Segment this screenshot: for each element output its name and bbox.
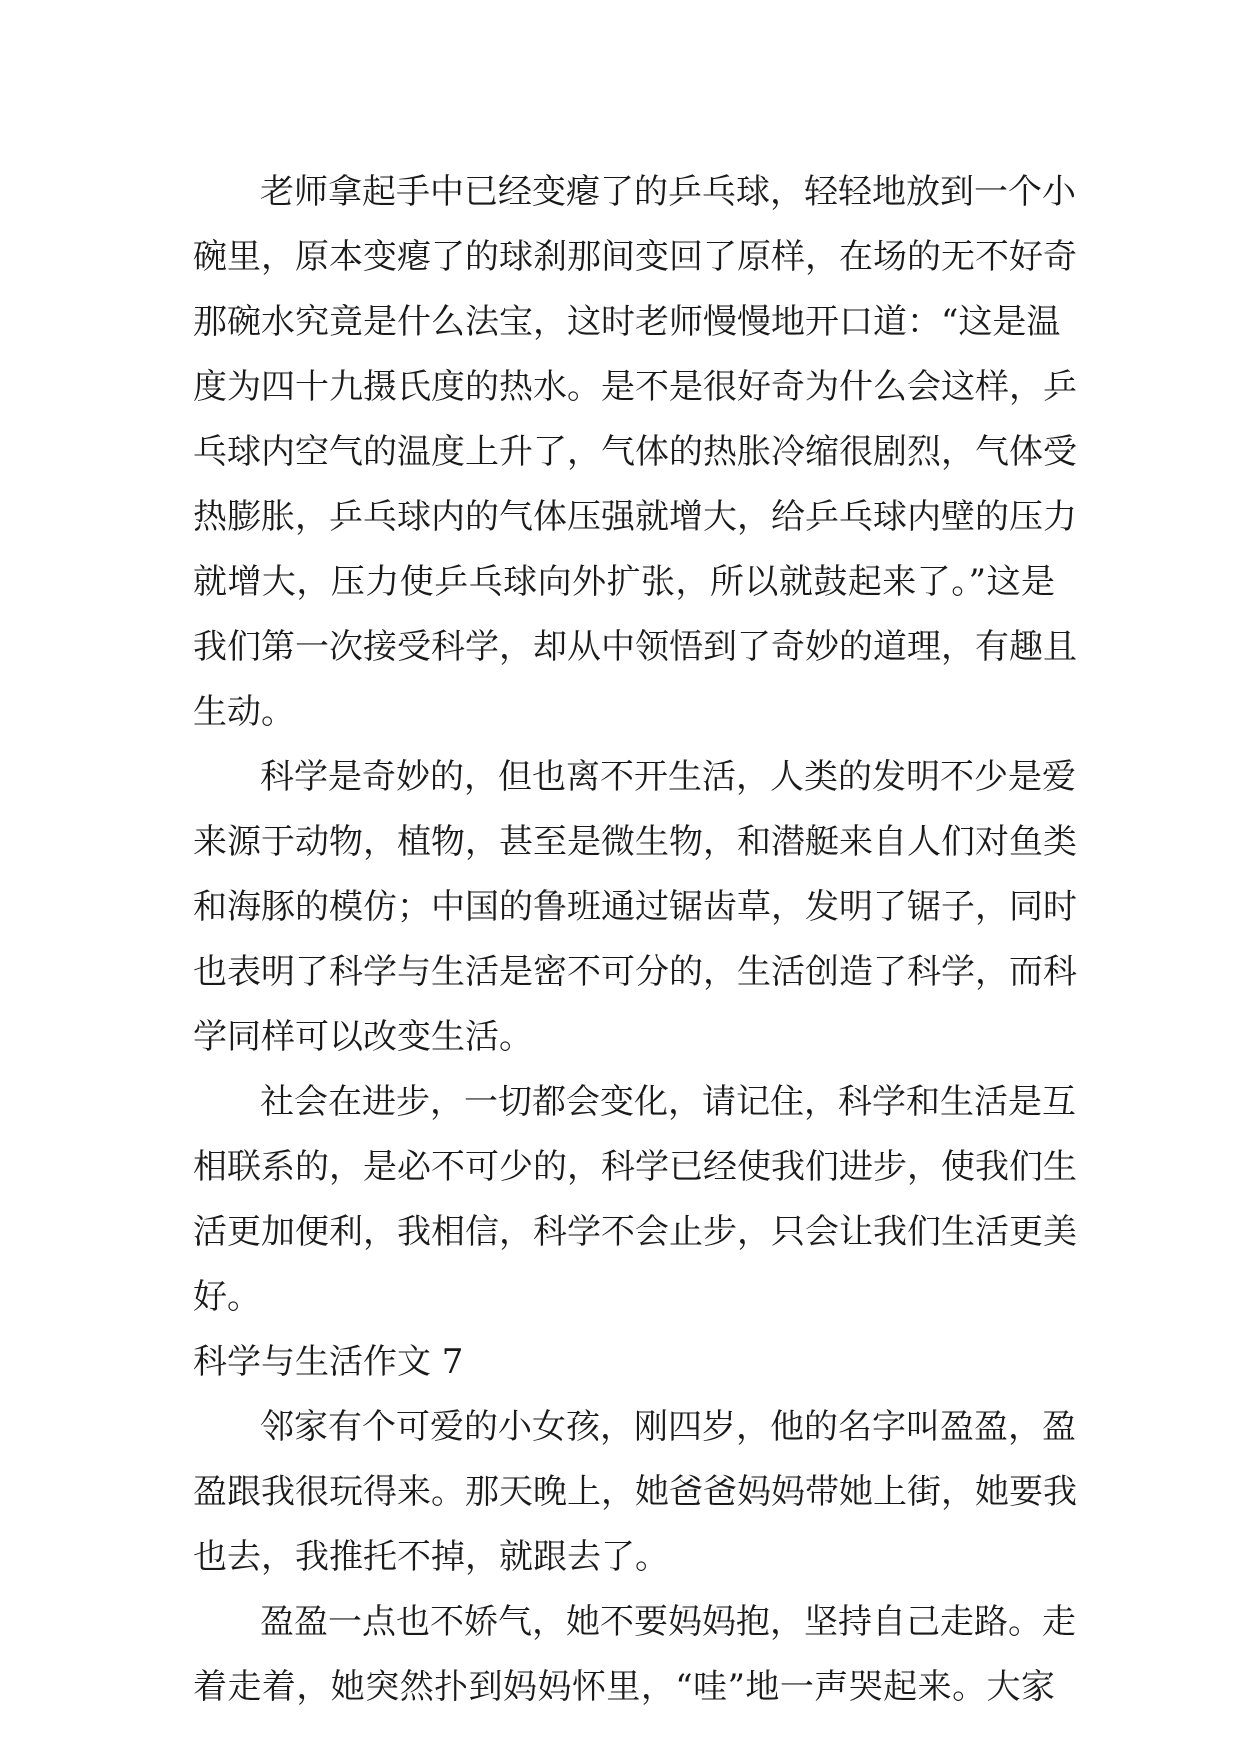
document-page (193, 160, 1077, 1720)
text-line: 那碗水究竟是什么法宝，这时老师慢慢地开口道：“这是温 (193, 302, 1061, 342)
text-line: 就增大，压力使乒乓球向外扩张，所以就鼓起来了。”这是 (193, 562, 1055, 602)
text-line: 活更加便利，我相信，科学不会止步，只会让我们生活更美 (193, 1212, 1077, 1252)
text-line: 盈跟我很玩得来。那天晚上，她爸爸妈妈带她上街，她要我 (193, 1472, 1077, 1512)
text-line: 科学是奇妙的，但也离不开生活，人类的发明不少是爱 (260, 757, 1076, 797)
section-heading: 科学与生活作文 7 (193, 1342, 464, 1382)
text-line: 学同样可以改变生活。 (193, 1017, 533, 1057)
paragraph-society-progress (193, 1070, 1077, 1330)
text-line: 来源于动物，植物，甚至是微生物，和潜艇来自人们对鱼类 (193, 822, 1077, 862)
text-line: 我们第一次接受科学，却从中领悟到了奇妙的道理，有趣且 (193, 627, 1077, 667)
text-line: 碗里，原本变瘪了的球刹那间变回了原样，在场的无不好奇 (193, 237, 1077, 277)
text-line: 邻家有个可爱的小女孩，刚四岁，他的名字叫盈盈，盈 (260, 1407, 1076, 1447)
text-line: 也去，我推托不掉，就跟去了。 (193, 1537, 669, 1577)
text-line: 热膨胀，乒乓球内的气体压强就增大，给乒乓球内壁的压力 (193, 497, 1077, 537)
paragraph-ping-pong (193, 160, 1077, 745)
paragraph-walking (193, 1590, 1076, 1720)
text-line: 着走着，她突然扑到妈妈怀里，“哇”地一声哭起来。大家 (193, 1667, 1055, 1707)
text-line: 和海豚的模仿；中国的鲁班通过锯齿草，发明了锯子，同时 (193, 887, 1077, 927)
text-line: 乓球内空气的温度上升了，气体的热胀冷缩很剧烈，气体受 (193, 432, 1077, 472)
paragraph-neighbor-girl (193, 1395, 1077, 1590)
text-line: 也表明了科学与生活是密不可分的，生活创造了科学，而科 (193, 952, 1077, 992)
text-line: 好。 (193, 1277, 261, 1317)
paragraph-science-and-life (193, 745, 1077, 1070)
text-line: 生动。 (193, 692, 295, 732)
text-line: 社会在进步，一切都会变化，请记住，科学和生活是互 (260, 1082, 1076, 1122)
text-line: 度为四十九摄氏度的热水。是不是很好奇为什么会这样，乒 (193, 367, 1077, 407)
text-line: 相联系的，是必不可少的，科学已经使我们进步，使我们生 (193, 1147, 1077, 1187)
text-line: 盈盈一点也不娇气，她不要妈妈抱，坚持自己走路。走 (260, 1602, 1076, 1642)
text-line: 老师拿起手中已经变瘪了的乒乓球，轻轻地放到一个小 (260, 172, 1076, 212)
